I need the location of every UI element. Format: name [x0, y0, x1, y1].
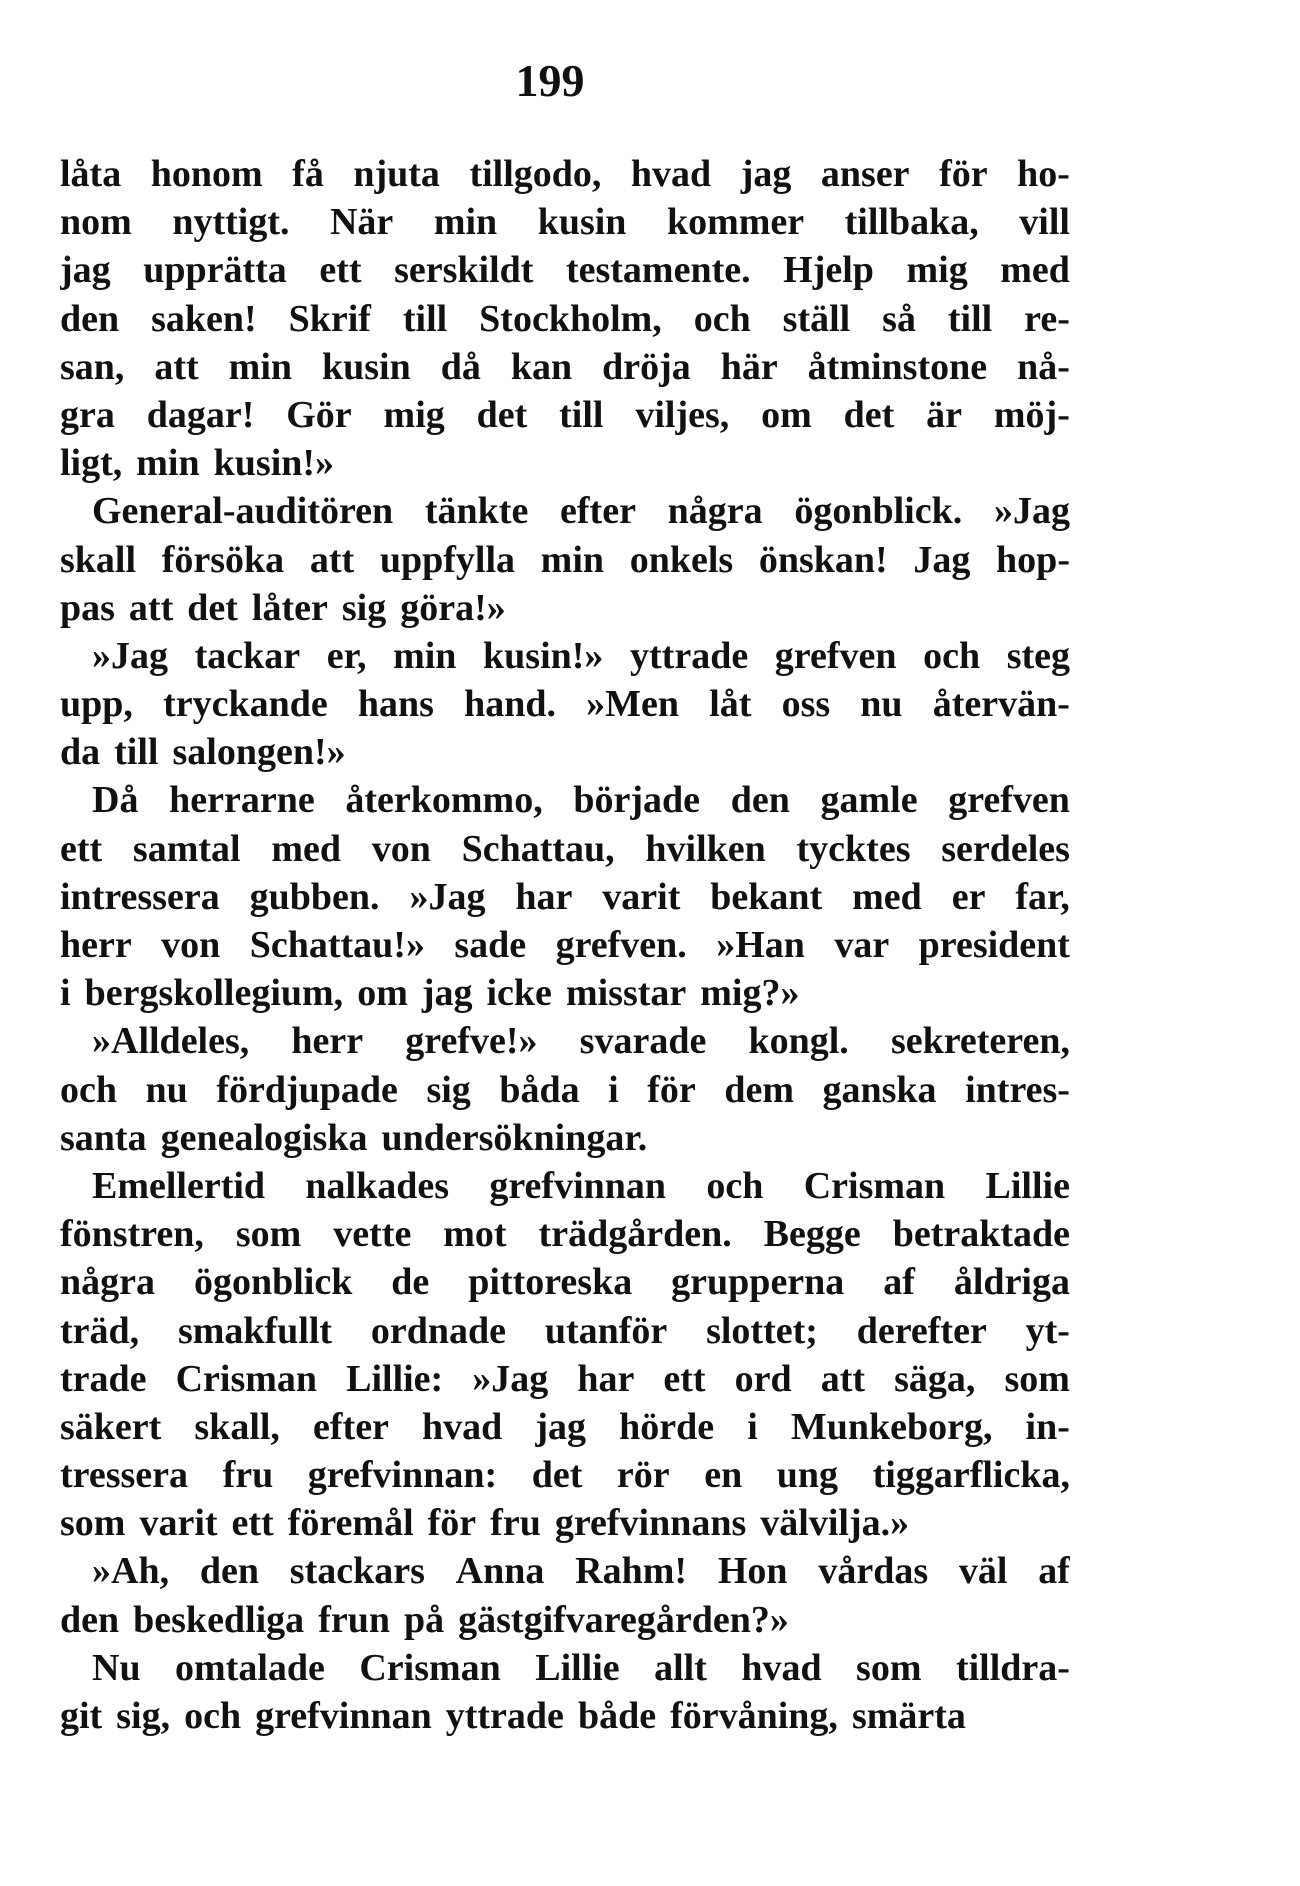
- word: och: [693, 297, 751, 340]
- word: »Jag: [993, 490, 1070, 533]
- word: ordnade: [370, 1309, 507, 1352]
- word: Crisman: [175, 1357, 318, 1400]
- word: jag: [421, 972, 473, 1015]
- paragraph: [60, 487, 1070, 632]
- word: frun: [318, 1598, 390, 1641]
- word: jag: [60, 249, 111, 292]
- word: hörde: [619, 1405, 715, 1448]
- paragraph: [60, 150, 1070, 487]
- word: rör: [616, 1454, 670, 1497]
- word: hvad: [630, 153, 712, 195]
- word: tänkte: [424, 490, 529, 533]
- word: här: [720, 345, 778, 388]
- text-line: [60, 246, 1070, 294]
- word: för: [427, 1502, 477, 1545]
- word: om: [357, 972, 408, 1015]
- word: betraktade: [892, 1213, 1070, 1256]
- word: den: [199, 1550, 259, 1593]
- word: ett: [663, 1357, 706, 1400]
- word: tilldra-: [955, 1646, 1070, 1689]
- word: träd,: [60, 1309, 140, 1352]
- word: grefven.: [555, 924, 687, 966]
- word: min: [540, 538, 605, 581]
- word: min: [433, 201, 498, 244]
- text-line: [60, 1307, 1070, 1355]
- word: den: [60, 297, 120, 340]
- word: har: [577, 1357, 635, 1400]
- word: att: [128, 586, 174, 629]
- word: grefvinnans: [554, 1502, 747, 1545]
- word: det: [187, 586, 238, 629]
- word: hvad: [741, 1646, 822, 1689]
- paragraph: [60, 1547, 1070, 1643]
- word: låt: [709, 683, 752, 726]
- word: General-auditören: [92, 490, 394, 533]
- word: önskan!: [758, 538, 888, 581]
- text-line: [60, 776, 1070, 824]
- word: i: [608, 1068, 619, 1111]
- word: förvåning,: [670, 1695, 838, 1737]
- word: fru: [222, 1454, 274, 1497]
- word: grupperna: [671, 1261, 845, 1304]
- word: kan: [510, 345, 573, 388]
- word: att: [154, 345, 199, 388]
- paragraph: [60, 776, 1070, 1017]
- word: När: [329, 201, 394, 244]
- text-line: [60, 1692, 1070, 1740]
- word: återkommo,: [345, 779, 543, 822]
- word: sade: [454, 924, 527, 966]
- text-line: [60, 343, 1070, 391]
- word: bergskollegium,: [84, 972, 344, 1015]
- word: far,: [1015, 875, 1070, 918]
- word: grefvinnan: [489, 1164, 667, 1207]
- word: stackars: [289, 1550, 425, 1593]
- paragraph: [60, 632, 1070, 777]
- text-line: [60, 295, 1070, 343]
- word: intressera: [60, 875, 220, 918]
- word: jag: [535, 1405, 587, 1448]
- paragraph: [60, 1644, 1070, 1740]
- word: Lillie: [985, 1164, 1070, 1207]
- word: nå-: [1017, 345, 1070, 388]
- paragraph: [60, 1017, 1070, 1162]
- word: von: [371, 827, 431, 870]
- text-line: [60, 584, 1070, 632]
- word: re-: [1024, 297, 1070, 340]
- word: några: [667, 490, 763, 533]
- text-line: [60, 680, 1070, 728]
- word: ett: [60, 827, 103, 870]
- word: min: [228, 345, 293, 388]
- text-line: [60, 1547, 1070, 1595]
- word: var: [834, 924, 890, 966]
- word: »Ah,: [92, 1550, 170, 1593]
- word: och: [923, 634, 981, 677]
- word: kommer: [666, 201, 805, 244]
- word: Munkeborg,: [790, 1405, 993, 1448]
- word: få: [292, 153, 324, 195]
- word: efter: [313, 1405, 389, 1448]
- word: efter: [560, 490, 636, 533]
- word: Jag: [913, 538, 971, 581]
- word: gamle: [820, 779, 918, 822]
- word: ord: [734, 1357, 792, 1400]
- word: steg: [1006, 634, 1070, 677]
- word: kusin!»: [483, 634, 604, 677]
- word: president: [918, 924, 1070, 966]
- word: som: [235, 1213, 302, 1256]
- text-line: [60, 1210, 1070, 1258]
- word: von: [161, 924, 221, 966]
- word: samtal: [132, 827, 241, 870]
- word: grefvinnan: [255, 1695, 432, 1737]
- word: njuta: [353, 153, 440, 195]
- word: ett: [319, 249, 362, 292]
- word: det: [476, 393, 528, 436]
- word: åtminstone: [807, 345, 988, 388]
- word: ho-: [1017, 153, 1070, 195]
- text-line: [60, 1644, 1070, 1692]
- word: serskildt: [394, 249, 534, 292]
- word: låta: [60, 153, 122, 195]
- word: vårdas: [818, 1550, 929, 1593]
- word: fru: [490, 1502, 541, 1545]
- text-line: [60, 150, 1070, 198]
- text-line: [60, 1451, 1070, 1499]
- text-line: [60, 632, 1070, 680]
- word: och: [706, 1164, 764, 1207]
- word: yttrade: [630, 634, 749, 677]
- word: grefvinnan:: [307, 1454, 498, 1497]
- word: pas: [60, 586, 115, 629]
- word: den: [60, 1598, 120, 1641]
- word: ögonblick.: [794, 490, 963, 533]
- word: Skrif: [288, 297, 371, 340]
- word: Lillie: [535, 1646, 620, 1689]
- word: båda: [499, 1068, 580, 1111]
- word: kusin: [322, 345, 411, 388]
- word: säkert: [60, 1405, 162, 1448]
- word: tackar: [194, 634, 301, 677]
- word: hvilken: [645, 827, 766, 870]
- word: det: [843, 393, 895, 436]
- word: omtalade: [175, 1646, 325, 1689]
- word: nom: [60, 201, 132, 244]
- word: in-: [1025, 1405, 1070, 1448]
- word: dagar!: [146, 393, 255, 436]
- word: Nu: [92, 1646, 141, 1689]
- word: mig?»: [700, 972, 800, 1015]
- word: återvän-: [932, 683, 1070, 726]
- word: beskedliga: [133, 1598, 305, 1641]
- text-line: [60, 1403, 1070, 1451]
- word: er: [951, 875, 986, 918]
- word: testamente.: [565, 249, 751, 292]
- word: slottet;: [706, 1309, 818, 1352]
- word: min: [393, 634, 457, 677]
- word: trädgården.: [538, 1213, 732, 1256]
- word: försöka: [161, 538, 285, 581]
- word: ett: [231, 1502, 274, 1545]
- word: san,: [60, 345, 125, 388]
- word: med: [271, 827, 341, 870]
- word: hop-: [996, 538, 1070, 581]
- text-line: [60, 391, 1070, 439]
- word: Begge: [763, 1213, 861, 1256]
- word: Hjelp: [783, 249, 874, 292]
- word: kongl.: [748, 1020, 849, 1063]
- word: ganska: [822, 1068, 937, 1111]
- word: möj-: [993, 393, 1070, 436]
- text-line: [60, 1162, 1070, 1210]
- word: intres-: [965, 1068, 1070, 1111]
- word: dröja: [602, 345, 691, 388]
- word: ställ: [782, 297, 851, 340]
- word: för: [939, 153, 988, 195]
- word: er,: [326, 634, 367, 677]
- text-line: [60, 1066, 1070, 1114]
- word: Stockholm,: [479, 297, 662, 340]
- word: både: [577, 1695, 657, 1737]
- body-text: [60, 150, 1070, 1740]
- text-line: [60, 1258, 1070, 1306]
- text-line: [60, 825, 1070, 873]
- word: gästgifvaregården?»: [458, 1598, 789, 1641]
- text-line: [60, 198, 1070, 246]
- word: jag: [740, 153, 792, 195]
- word: har: [515, 875, 573, 918]
- word: den: [730, 779, 790, 822]
- word: sig,: [116, 1695, 171, 1737]
- word: ligt,: [60, 442, 123, 485]
- word: nalkades: [305, 1164, 450, 1207]
- word: »Jag: [92, 634, 168, 677]
- word: som: [60, 1502, 126, 1545]
- word: att: [820, 1357, 866, 1400]
- word: och: [60, 1068, 117, 1111]
- word: vette: [333, 1213, 412, 1256]
- word: till: [402, 297, 448, 340]
- word: i: [60, 972, 71, 1015]
- word: tryckande: [163, 683, 328, 726]
- word: pittoreska: [468, 1261, 633, 1304]
- word: Emellertid: [92, 1164, 266, 1207]
- word: att: [309, 538, 355, 581]
- word: hvad: [422, 1405, 503, 1448]
- word: upprätta: [143, 249, 287, 292]
- word: upp,: [60, 683, 133, 726]
- text-line: [60, 1355, 1070, 1403]
- word: så: [882, 297, 916, 340]
- word: serdeles: [941, 827, 1070, 870]
- word: om: [761, 393, 812, 436]
- word: åldriga: [953, 1261, 1070, 1304]
- word: onkels: [629, 538, 734, 581]
- word: för: [647, 1068, 696, 1111]
- word: dem: [724, 1068, 794, 1111]
- text-line: [60, 969, 1070, 1017]
- word: med: [1000, 249, 1070, 292]
- word: kusin: [537, 201, 627, 244]
- word: anser: [820, 153, 910, 195]
- word: Gör: [286, 393, 352, 436]
- word: som: [856, 1646, 922, 1689]
- word: gubben.: [249, 875, 380, 918]
- word: sig: [341, 586, 387, 629]
- word: Schattau,: [461, 827, 615, 870]
- word: är: [926, 393, 963, 436]
- word: Rahm!: [575, 1550, 688, 1593]
- word: Hon: [717, 1550, 788, 1593]
- word: mot: [443, 1213, 507, 1256]
- text-line: [60, 728, 1070, 776]
- word: ung: [776, 1454, 839, 1497]
- word: till: [559, 393, 604, 436]
- word: yttrade: [445, 1695, 564, 1737]
- word: tiggarflicka,: [872, 1454, 1070, 1497]
- word: smakfullt: [177, 1309, 333, 1352]
- word: derefter: [856, 1309, 987, 1352]
- word: då: [440, 345, 481, 388]
- word: utanför: [544, 1309, 668, 1352]
- word: de: [391, 1261, 430, 1304]
- word: nu: [860, 683, 903, 726]
- word: hand.: [464, 683, 556, 726]
- word: tressera: [60, 1454, 189, 1497]
- word: herrarne: [169, 779, 315, 822]
- text-line: [60, 1017, 1070, 1065]
- word: säga,: [894, 1357, 976, 1400]
- word: »Men: [586, 683, 680, 726]
- word: smärta: [851, 1695, 966, 1737]
- word: santa: [60, 1116, 147, 1159]
- word: grefven: [948, 779, 1070, 822]
- word: »Jag: [409, 875, 486, 918]
- word: i: [747, 1405, 758, 1448]
- word: mig: [383, 393, 445, 436]
- word: nu: [145, 1068, 188, 1111]
- word: göra!»: [400, 586, 506, 629]
- paragraph: [60, 1162, 1070, 1548]
- text-line: [60, 921, 1070, 969]
- word: fönstren,: [60, 1213, 204, 1256]
- word: grefven: [774, 634, 897, 677]
- word: på: [403, 1598, 445, 1641]
- text-line: [60, 487, 1070, 535]
- word: Crisman: [803, 1164, 946, 1207]
- word: herr: [60, 924, 132, 966]
- word: föremål: [287, 1502, 414, 1545]
- word: Schattau!»: [249, 924, 425, 966]
- word: af: [1038, 1550, 1070, 1593]
- word: allt: [654, 1646, 707, 1689]
- word: honom: [150, 153, 263, 195]
- word: välvilja.»: [760, 1502, 910, 1545]
- word: gra: [60, 393, 115, 436]
- text-line: [60, 873, 1070, 921]
- word: med: [852, 875, 922, 918]
- word: skall: [60, 538, 137, 581]
- word: sig: [426, 1068, 471, 1111]
- word: saken!: [151, 297, 257, 340]
- word: svarade: [579, 1020, 707, 1063]
- word: vill: [1019, 201, 1070, 244]
- word: det: [531, 1454, 583, 1497]
- word: Lillie:: [346, 1357, 444, 1400]
- word: herr: [291, 1020, 364, 1063]
- text-line: [60, 1114, 1070, 1162]
- word: fördjupade: [216, 1068, 398, 1111]
- word: varit: [602, 875, 681, 918]
- text-line: [60, 1596, 1070, 1644]
- word: uppfylla: [379, 538, 515, 581]
- word: da: [60, 731, 101, 774]
- word: git: [60, 1695, 103, 1737]
- word: till: [114, 731, 159, 774]
- word: hans: [357, 683, 434, 726]
- word: yt-: [1025, 1309, 1070, 1352]
- word: började: [573, 779, 701, 822]
- word: genealogiska: [160, 1116, 368, 1159]
- word: Crisman: [359, 1646, 501, 1689]
- word: Då: [92, 779, 139, 822]
- word: »Jag: [472, 1357, 549, 1400]
- word: sekreteren,: [890, 1020, 1070, 1063]
- word: och: [184, 1695, 242, 1737]
- word: undersökningar.: [381, 1116, 648, 1159]
- word: skall,: [194, 1405, 280, 1448]
- text-line: [60, 536, 1070, 584]
- word: af: [883, 1261, 915, 1304]
- word: mig: [906, 249, 968, 292]
- word: salongen!»: [172, 731, 346, 774]
- word: ögonblick: [193, 1261, 353, 1304]
- word: tillgodo,: [469, 153, 602, 195]
- word: misstar: [565, 972, 687, 1015]
- word: tillbaka,: [844, 201, 979, 244]
- word: grefve!»: [405, 1020, 538, 1063]
- word: kusin!»: [213, 442, 335, 485]
- word: tycktes: [796, 827, 911, 870]
- word: väl: [958, 1550, 1008, 1593]
- word: »Han: [716, 924, 805, 966]
- text-line: [60, 439, 1070, 487]
- word: bekant: [710, 875, 823, 918]
- word: varit: [139, 1502, 218, 1545]
- word: oss: [781, 683, 831, 726]
- text-line: [60, 1499, 1070, 1547]
- word: trade: [60, 1357, 147, 1400]
- word: till: [947, 297, 993, 340]
- word: en: [704, 1454, 743, 1497]
- word: min: [136, 442, 200, 485]
- word: Anna: [455, 1550, 545, 1593]
- word: viljes,: [635, 393, 730, 436]
- word: »Alldeles,: [92, 1020, 250, 1063]
- word: icke: [486, 972, 552, 1015]
- page-number: 199: [515, 55, 585, 106]
- word: några: [60, 1261, 155, 1304]
- word: låter: [251, 586, 328, 629]
- word: som: [1004, 1357, 1070, 1400]
- word: nyttigt.: [172, 201, 290, 244]
